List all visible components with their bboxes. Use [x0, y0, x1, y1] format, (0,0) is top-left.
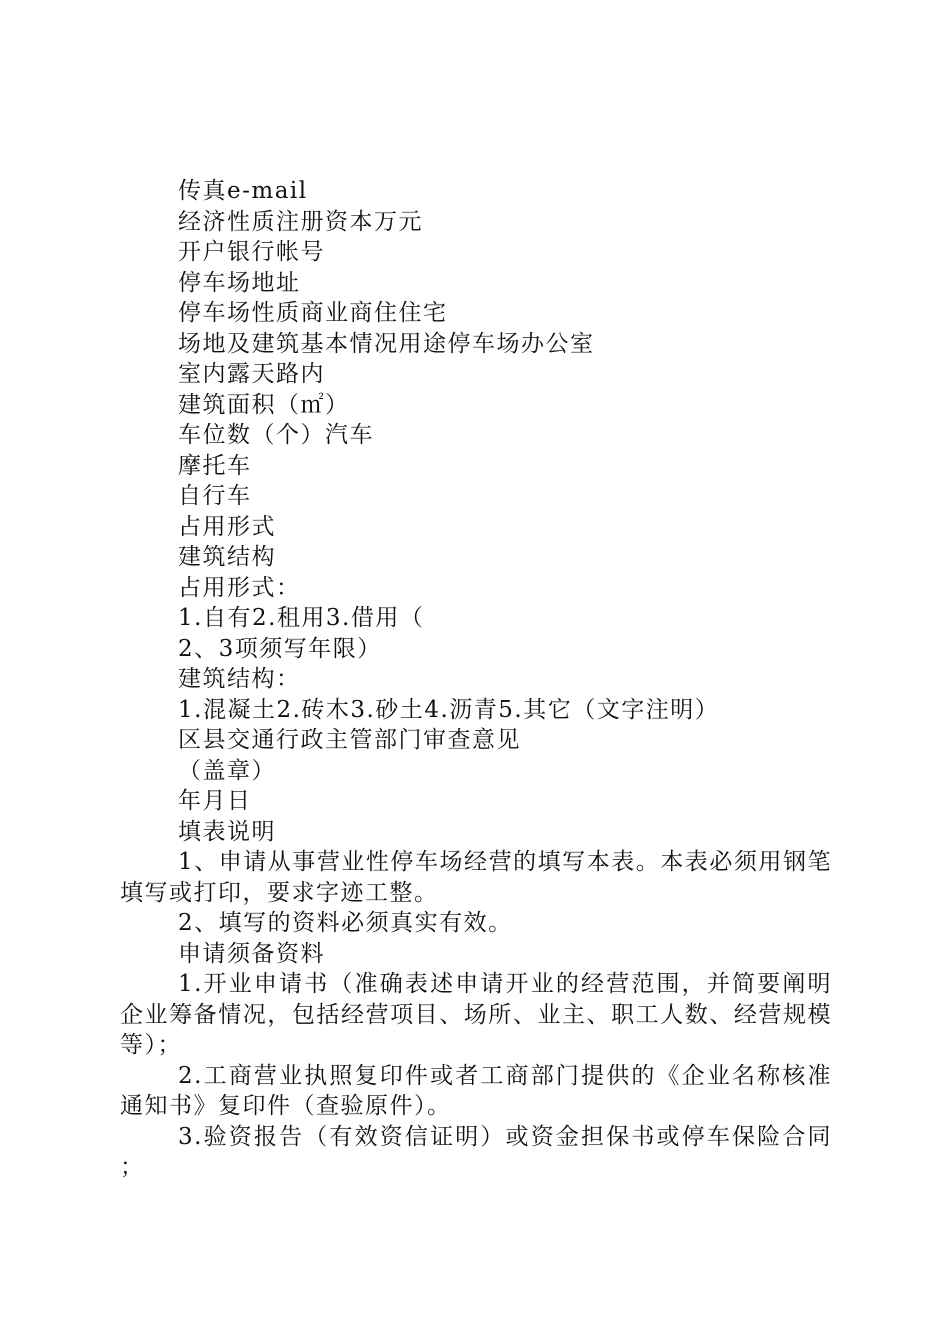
form-line-occupancy-form: 占用形式 [178, 513, 276, 540]
form-line-building-structure: 建筑结构 [178, 544, 276, 570]
form-line-site-usage: 场地及建筑基本情况用途停车场办公室 [178, 330, 595, 357]
form-line-parking-nature: 停车场性质商业商住住宅 [178, 300, 448, 326]
form-line-bank-account: 开户银行帐号 [178, 239, 325, 265]
review-opinion-label: 区县交通行政主管部门审查意见 [178, 727, 521, 753]
form-line-indoor-outdoor: 室内露天路内 [178, 361, 325, 387]
form-line-spaces-cars: 车位数（个）汽车 [178, 422, 374, 448]
note-structure-options: 1.混凝土2.砖木3.砂土4.沥青5.其它（文字注明） [178, 696, 720, 723]
instructions-heading: 填表说明 [178, 818, 276, 845]
form-line-building-area: 建筑面积（㎡） [178, 391, 350, 418]
note-occupancy-term: 2、3项须写年限） [178, 635, 382, 662]
seal-label: （盖章） [178, 757, 276, 784]
instruction-item: 1、申请从事营业性停车场经营的填写本表。本表必须用钢笔填写或打印，要求字迹工整。 [120, 849, 832, 906]
instruction-item: 2、填写的资料必须真实有效。 [178, 910, 513, 936]
form-line-bicycles: 自行车 [178, 483, 252, 509]
material-item: 2.工商营业执照复印件或者工商部门提供的《企业名称核准通知书》复印件（查验原件）。 [120, 1062, 832, 1119]
note-occupancy-options: 1.自有2.租用3.借用（ [178, 605, 425, 631]
note-occupancy-heading: 占用形式： [178, 574, 301, 601]
date-label: 年月日 [178, 788, 252, 814]
materials-heading: 申请须备资料 [178, 940, 325, 967]
form-line-economic-nature: 经济性质注册资本万元 [178, 208, 423, 235]
form-line-fax-email: 传真e-mail [178, 178, 308, 204]
form-line-motorcycles: 摩托车 [178, 452, 252, 479]
document-body [120, 176, 832, 1183]
form-line-parking-address: 停车场地址 [178, 269, 301, 296]
note-structure-heading: 建筑结构： [178, 666, 301, 692]
material-item: 3.验资报告（有效资信证明）或资金担保书或停车保险合同； [120, 1123, 832, 1180]
material-item: 1.开业申请书（准确表述申请开业的经营范围，并简要阐明企业筹备情况，包括经营项目、场所、业主、职工人数、经营规模等）； [120, 971, 832, 1058]
